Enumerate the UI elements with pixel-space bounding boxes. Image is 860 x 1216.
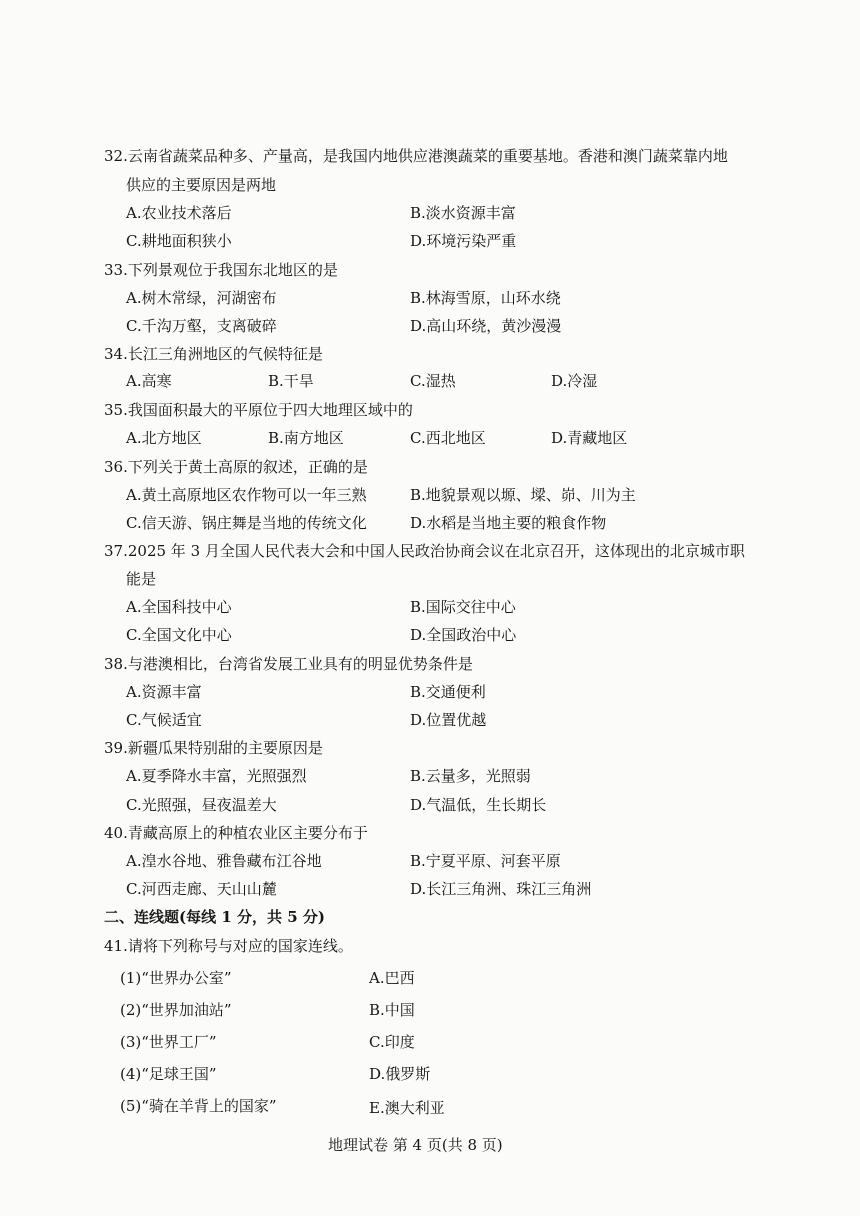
q35-option-b: B.南方地区	[268, 429, 344, 447]
q39-option-d: D.气温低，生长期长	[410, 796, 547, 814]
q41-right-item: D.俄罗斯	[369, 1065, 431, 1083]
q36-option-b: B.地貌景观以塬、墚、峁、川为主	[410, 486, 636, 504]
q35-option-c: C.西北地区	[410, 429, 486, 447]
q34-option-d: D.冷湿	[551, 372, 598, 390]
q32-option-b: B.淡水资源丰富	[410, 204, 516, 222]
q41-left-item: (4)“足球王国”	[120, 1065, 217, 1083]
q40-option-a: A.湟水谷地、雅鲁藏布江谷地	[126, 852, 322, 870]
q41-left-item: (1)“世界办公室”	[120, 969, 232, 987]
q33-option-a: A.树木常绿，河湖密布	[126, 289, 277, 307]
q38-option-c: C.气候适宜	[126, 711, 202, 729]
q37-stem-line1: 37.2025 年 3 月全国人民代表大会和中国人民政治协商会议在北京召开，这体现出的北京城市职	[104, 542, 745, 560]
q41-left-item: (5)“骑在羊背上的国家”	[120, 1097, 277, 1115]
q37-option-d: D.全国政治中心	[410, 626, 517, 644]
q35-option-d: D.青藏地区	[551, 429, 628, 447]
q36-option-d: D.水稻是当地主要的粮食作物	[410, 514, 607, 532]
q41-left-item: (2)“世界加油站”	[120, 1001, 232, 1019]
q40-option-c: C.河西走廊、天山山麓	[126, 880, 277, 898]
q38-stem: 38.与港澳相比，台湾省发展工业具有的明显优势条件是	[104, 655, 473, 673]
q32-option-c: C.耕地面积狭小	[126, 232, 232, 250]
q34-stem: 34.长江三角洲地区的气候特征是	[104, 345, 323, 363]
q37-stem-line2: 能是	[126, 570, 157, 588]
q40-option-b: B.宁夏平原、河套平原	[410, 852, 561, 870]
q32-stem-line2: 供应的主要原因是两地	[126, 176, 277, 194]
q38-option-a: A.资源丰富	[126, 683, 202, 701]
q39-option-a: A.夏季降水丰富，光照强烈	[126, 767, 307, 785]
q39-option-c: C.光照强，昼夜温差大	[126, 796, 277, 814]
q39-option-b: B.云量多，光照弱	[410, 767, 531, 785]
q34-option-b: B.干旱	[268, 372, 314, 390]
q41-stem: 41.请将下列称号与对应的国家连线。	[104, 937, 353, 955]
q32-option-a: A.农业技术落后	[126, 204, 232, 222]
section-heading-matching: 二、连线题(每线 1 分，共 5 分)	[104, 908, 325, 926]
q41-left-item: (3)“世界工厂”	[120, 1033, 217, 1051]
q33-option-c: C.千沟万壑，支离破碎	[126, 317, 277, 335]
page-footer: 地理试卷 第 4 页(共 8 页)	[328, 1136, 503, 1154]
q35-option-a: A.北方地区	[126, 429, 202, 447]
q33-stem: 33.下列景观位于我国东北地区的是	[104, 261, 338, 279]
q40-stem: 40.青藏高原上的种植农业区主要分布于	[104, 824, 368, 842]
q36-stem: 36.下列关于黄土高原的叙述，正确的是	[104, 458, 368, 476]
q41-right-item: C.印度	[369, 1033, 415, 1051]
q38-option-b: B.交通便利	[410, 683, 486, 701]
q32-stem-line1: 32.云南省蔬菜品种多、产量高，是我国内地供应港澳蔬菜的重要基地。香港和澳门蔬菜靠内地	[104, 147, 728, 165]
q33-option-d: D.高山环绕，黄沙漫漫	[410, 317, 562, 335]
q32-option-d: D.环境污染严重	[410, 232, 517, 250]
q41-right-item: B.中国	[369, 1001, 415, 1019]
q33-option-b: B.林海雪原，山环水绕	[410, 289, 561, 307]
q38-option-d: D.位置优越	[410, 711, 487, 729]
q34-option-c: C.湿热	[410, 372, 456, 390]
q37-option-a: A.全国科技中心	[126, 598, 232, 616]
q37-option-c: C.全国文化中心	[126, 626, 232, 644]
q36-option-c: C.信天游、锅庄舞是当地的传统文化	[126, 514, 367, 532]
q40-option-d: D.长江三角洲、珠江三角洲	[410, 880, 592, 898]
q41-right-item: E.澳大利亚	[369, 1099, 445, 1117]
q35-stem: 35.我国面积最大的平原位于四大地理区域中的	[104, 401, 413, 419]
q41-right-item: A.巴西	[369, 969, 415, 987]
q37-option-b: B.国际交往中心	[410, 598, 516, 616]
q39-stem: 39.新疆瓜果特别甜的主要原因是	[104, 739, 323, 757]
q36-option-a: A.黄土高原地区农作物可以一年三熟	[126, 486, 367, 504]
q34-option-a: A.高寒	[126, 372, 172, 390]
